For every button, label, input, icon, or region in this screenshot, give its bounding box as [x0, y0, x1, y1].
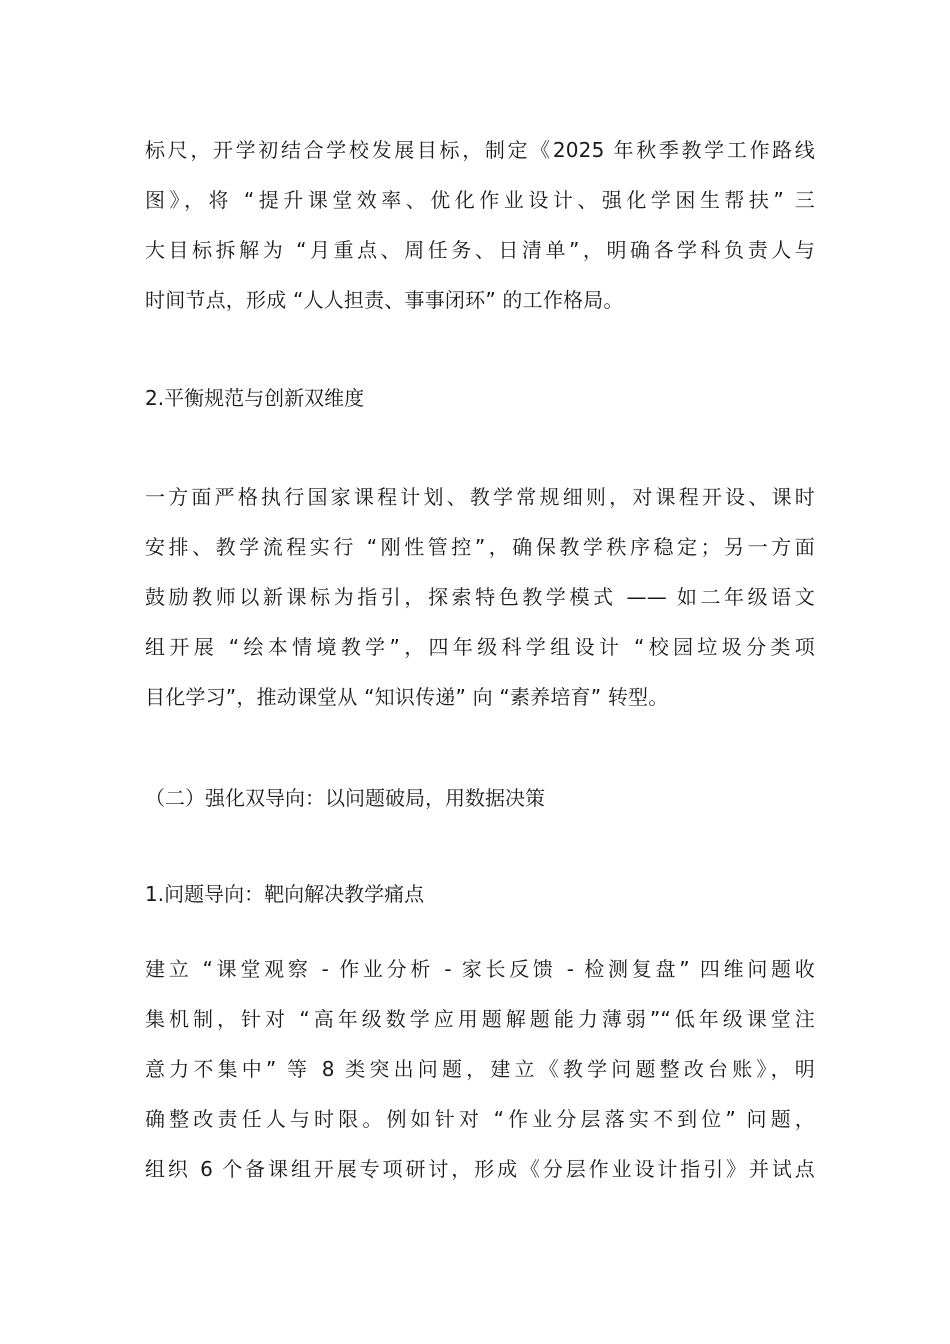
paragraph-roadmap: [145, 125, 815, 325]
paragraph-line: 集机制，针对 “高年级数学应用题解题能力薄弱”“低年级课堂注: [145, 1007, 815, 1031]
paragraph-problem: [145, 944, 815, 1194]
paragraph-line: 组织 6 个备课组开展专项研讨，形成《分层作业设计指引》并试点: [145, 1157, 815, 1181]
paragraph-line: 组开展 “绘本情境教学”，四年级科学组设计 “校园垃圾分类项: [145, 635, 815, 659]
paragraph-balance: [145, 472, 815, 722]
paragraph-line: 建立 “课堂观察 - 作业分析 - 家长反馈 - 检测复盘” 四维问题收: [145, 957, 815, 981]
paragraph-line: 确整改责任人与时限。例如针对 “作业分层落实不到位” 问题，: [145, 1107, 815, 1131]
section-heading: （二）强化双导向：以问题破局，用数据决策: [145, 786, 545, 810]
paragraph-line: 大目标拆解为 “月重点、周任务、日清单”，明确各学科负责人与: [145, 238, 815, 262]
paragraph-line: 一方面严格执行国家课程计划、教学常规细则，对课程开设、课时: [145, 485, 815, 509]
paragraph-line: 目化学习”，推动课堂从 “知识传递” 向 “素养培育” 转型。: [145, 685, 669, 709]
paragraph-line: 意力不集中” 等 8 类突出问题，建立《教学问题整改台账》，明: [145, 1057, 815, 1081]
paragraph-line: 标尺，开学初结合学校发展目标，制定《2025 年秋季教学工作路线: [145, 138, 815, 162]
paragraph-line: 鼓励教师以新课标为指引，探索特色教学模式 —— 如二年级语文: [145, 585, 815, 609]
paragraph-line: 图》，将 “提升课堂效率、优化作业设计、强化学困生帮扶” 三: [145, 188, 815, 212]
paragraph-line: 安排、教学流程实行 “刚性管控”，确保教学秩序稳定；另一方面: [145, 535, 815, 559]
subheading-problem: 1.问题导向：靶向解决教学痛点: [145, 882, 425, 906]
subheading-balance: 2.平衡规范与创新双维度: [145, 386, 365, 410]
paragraph-line: 时间节点，形成 “人人担责、事事闭环” 的工作格局。: [145, 288, 624, 312]
